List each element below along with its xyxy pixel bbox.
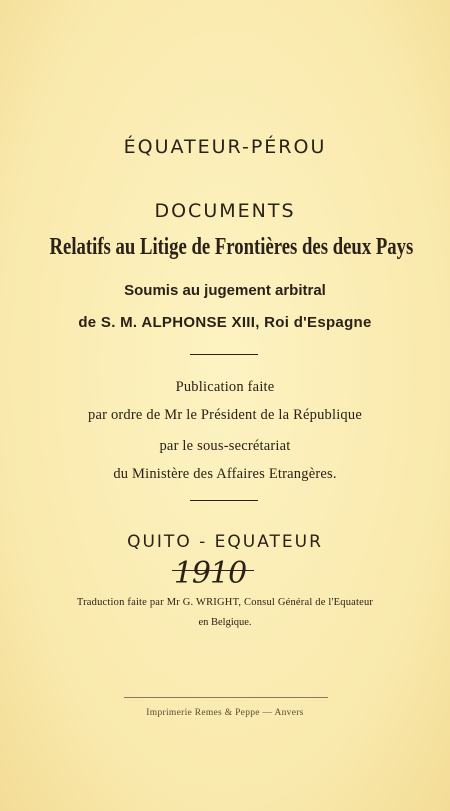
- publication-line-4: du Ministère des Affaires Etrangères.: [113, 466, 337, 482]
- publication-line-3: par le sous-secrétariat: [159, 438, 291, 454]
- documents-heading: DOCUMENTS: [154, 200, 296, 222]
- handwritten-year: 1910: [173, 556, 247, 591]
- divider: [190, 500, 258, 501]
- translation-line-2: en Belgique.: [198, 617, 252, 628]
- publication-line-1: Publication faite: [175, 379, 275, 395]
- translation-line-1: Traduction faite par Mr G. WRIGHT, Consul Général de l'Equateur: [76, 597, 374, 608]
- submission-line: Soumis au jugement arbitral: [124, 282, 326, 299]
- publication-line-2: par ordre de Mr le Président de la République: [88, 407, 362, 423]
- king-line: de S. M. ALPHONSE XIII, Roi d'Espagne: [78, 314, 372, 331]
- subtitle: Relatifs au Litige de Frontières des deux Pays: [49, 234, 414, 260]
- footer-divider: [124, 697, 328, 698]
- place-line: QUITO - EQUATEUR: [127, 532, 323, 552]
- divider: [190, 354, 258, 355]
- printer-imprint: Imprimerie Remes & Peppe — Anvers: [146, 708, 304, 718]
- country-title: ÉQUATEUR-PÉROU: [123, 136, 327, 158]
